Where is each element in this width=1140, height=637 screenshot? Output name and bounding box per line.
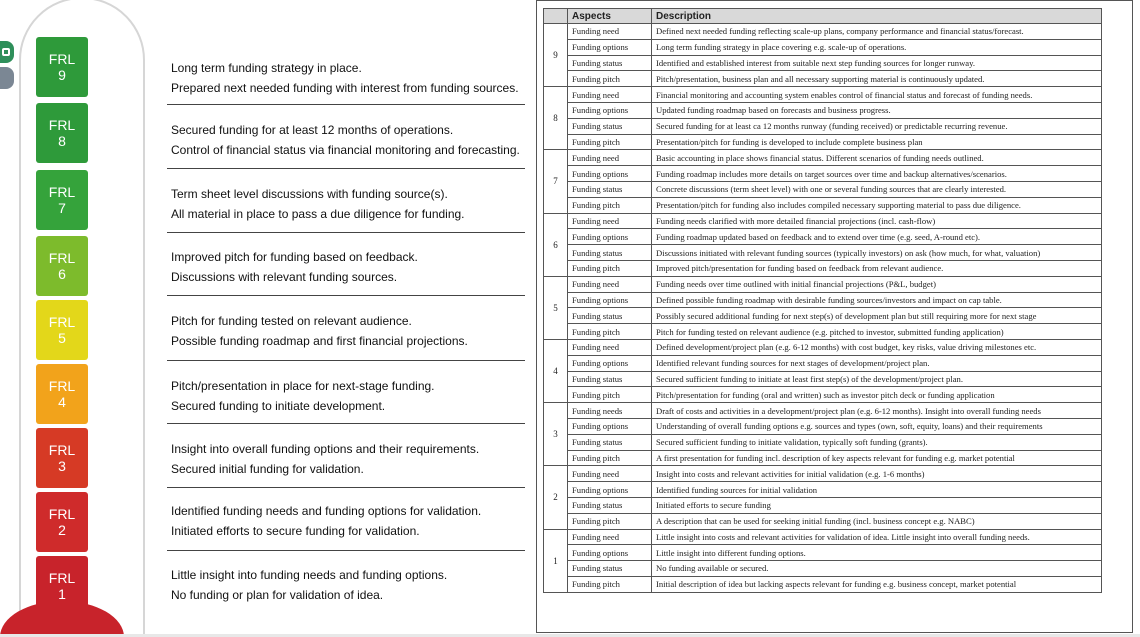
frl-level-tag bbox=[36, 364, 88, 424]
aspect-cell: Funding need bbox=[568, 213, 652, 229]
description-line: No funding or plan for validation of idea. bbox=[171, 587, 384, 602]
aspect-cell: Funding pitch bbox=[568, 513, 652, 529]
description-cell: Long term funding strategy in place covering e.g. scale-up of operations. bbox=[652, 39, 1102, 55]
frl-number: 5 bbox=[58, 330, 66, 346]
description-line: Discussions with relevant funding sources. bbox=[171, 269, 398, 284]
description-cell: Initial description of idea but lacking aspects relevant for funding e.g. business concept, market potential bbox=[652, 576, 1102, 592]
description-line: Insight into overall funding options and their requirements. bbox=[171, 442, 480, 456]
frl-description bbox=[171, 502, 526, 541]
level-cell: 1 bbox=[544, 529, 568, 592]
description-cell: Funding needs over time outlined with initial financial projections (P&L, budget) bbox=[652, 276, 1102, 292]
table-row bbox=[544, 24, 1102, 40]
aspect-cell: Funding options bbox=[568, 418, 652, 434]
level-cell: 7 bbox=[544, 150, 568, 213]
aspect-cell: Funding pitch bbox=[568, 134, 652, 150]
description-separator bbox=[167, 360, 525, 361]
description-cell: Insight into costs and relevant activities for initial validation (e.g. 1-6 months) bbox=[652, 466, 1102, 482]
description-cell: Improved pitch/presentation for funding based on feedback from relevant audience. bbox=[652, 260, 1102, 276]
frl-level-tag bbox=[36, 300, 88, 360]
level-cell: 5 bbox=[544, 276, 568, 339]
description-cell: Defined next needed funding reflecting scale-up plans, company performance and financial status/forecast. bbox=[652, 24, 1102, 40]
description-line: Pitch/presentation in place for next-stage funding. bbox=[171, 379, 435, 393]
description-cell: Funding needs clarified with more detailed financial projections (incl. cash-flow) bbox=[652, 213, 1102, 229]
description-line: Secured funding for at least 12 months of operations. bbox=[171, 123, 454, 137]
description-separator bbox=[167, 232, 525, 233]
aspect-cell: Funding status bbox=[568, 497, 652, 513]
frl-label: FRL bbox=[48, 442, 76, 458]
description-line: Prepared next needed funding with interest from funding sources. bbox=[171, 80, 519, 95]
description-cell: Basic accounting in place shows financial status. Different scenarios of funding needs outlined. bbox=[652, 150, 1102, 166]
table-row bbox=[544, 434, 1102, 450]
frl-label: FRL bbox=[48, 314, 76, 330]
frl-description bbox=[171, 312, 526, 351]
description-cell: Identified funding sources for initial validation bbox=[652, 482, 1102, 498]
header-aspects: Aspects bbox=[568, 9, 652, 24]
table-row bbox=[544, 418, 1102, 434]
table-row bbox=[544, 245, 1102, 261]
frl-label: FRL bbox=[48, 506, 76, 522]
frl-level-tag bbox=[36, 236, 88, 296]
table-row bbox=[544, 403, 1102, 419]
aspect-cell: Funding need bbox=[568, 466, 652, 482]
frl-number: 4 bbox=[58, 394, 66, 410]
description-cell: Defined development/project plan (e.g. 6-12 months) with cost budget, key risks, value driving milestones etc. bbox=[652, 339, 1102, 355]
frl-number: 6 bbox=[58, 266, 66, 282]
aspect-cell: Funding needs bbox=[568, 403, 652, 419]
description-cell: Secured sufficient funding to initiate validation, typically soft funding (grants). bbox=[652, 434, 1102, 450]
table-row bbox=[544, 308, 1102, 324]
aspect-cell: Funding pitch bbox=[568, 387, 652, 403]
side-widget-button[interactable] bbox=[0, 41, 14, 63]
aspect-cell: Funding options bbox=[568, 545, 652, 561]
aspect-cell: Funding options bbox=[568, 102, 652, 118]
table-row bbox=[544, 166, 1102, 182]
frl-description bbox=[171, 248, 526, 287]
header-description: Description bbox=[652, 9, 1102, 24]
frl-number: 1 bbox=[58, 586, 66, 602]
description-separator bbox=[167, 550, 525, 551]
aspect-cell: Funding status bbox=[568, 561, 652, 577]
frl-label: FRL bbox=[48, 51, 76, 67]
description-separator bbox=[167, 295, 525, 296]
table-row bbox=[544, 466, 1102, 482]
frl-number: 3 bbox=[58, 458, 66, 474]
table-row bbox=[544, 87, 1102, 103]
description-line: Little insight into funding needs and funding options. bbox=[171, 568, 448, 582]
aspect-cell: Funding need bbox=[568, 24, 652, 40]
frl-description bbox=[171, 377, 526, 416]
table-row bbox=[544, 39, 1102, 55]
aspect-cell: Funding options bbox=[568, 166, 652, 182]
frl-level-tag bbox=[36, 428, 88, 488]
description-cell: Financial monitoring and accounting system enables control of financial status and forecast of funding needs. bbox=[652, 87, 1102, 103]
description-cell: Presentation/pitch for funding is developed to include complete business plan bbox=[652, 134, 1102, 150]
frl-description bbox=[171, 185, 526, 224]
table-row bbox=[544, 324, 1102, 340]
table-row bbox=[544, 55, 1102, 71]
description-cell: Defined possible funding roadmap with desirable funding sources/investors and impact on cap table. bbox=[652, 292, 1102, 308]
table-row bbox=[544, 387, 1102, 403]
frl-level-tag bbox=[36, 37, 88, 97]
table-row bbox=[544, 561, 1102, 577]
table-row bbox=[544, 102, 1102, 118]
frl-number: 8 bbox=[58, 133, 66, 149]
aspect-cell: Funding pitch bbox=[568, 71, 652, 87]
description-cell: Identified and established interest from suitable next step funding sources for longer runway. bbox=[652, 55, 1102, 71]
aspect-cell: Funding pitch bbox=[568, 197, 652, 213]
description-line: Identified funding needs and funding options for validation. bbox=[171, 504, 482, 518]
aspect-cell: Funding need bbox=[568, 276, 652, 292]
description-cell: Draft of costs and activities in a development/project plan (e.g. 6-12 months). Insight into overall funding needs bbox=[652, 403, 1102, 419]
table-row bbox=[544, 260, 1102, 276]
table-row bbox=[544, 339, 1102, 355]
table-row bbox=[544, 276, 1102, 292]
frl-level-tag bbox=[36, 492, 88, 552]
table-row bbox=[544, 229, 1102, 245]
description-cell: Pitch/presentation, business plan and all necessary supporting material is continuously updated. bbox=[652, 71, 1102, 87]
description-line: Control of financial status via financial monitoring and forecasting. bbox=[171, 142, 520, 157]
table-row bbox=[544, 71, 1102, 87]
description-cell: Funding roadmap updated based on feedback and to extend over time (e.g. seed, A-round etc). bbox=[652, 229, 1102, 245]
frl-label: FRL bbox=[48, 184, 76, 200]
frl-level-tag bbox=[36, 556, 88, 616]
frl-description bbox=[171, 59, 526, 98]
funding-readiness-table bbox=[543, 8, 1102, 593]
description-cell: No funding available or secured. bbox=[652, 561, 1102, 577]
table-row bbox=[544, 513, 1102, 529]
table-row bbox=[544, 197, 1102, 213]
description-separator bbox=[167, 168, 525, 169]
description-cell: Understanding of overall funding options e.g. sources and types (own, soft, equity, loans) and their requirements bbox=[652, 418, 1102, 434]
aspect-cell: Funding need bbox=[568, 529, 652, 545]
aspect-cell: Funding options bbox=[568, 39, 652, 55]
frl-label: FRL bbox=[48, 250, 76, 266]
frl-level-tag bbox=[36, 103, 88, 163]
table-row bbox=[544, 181, 1102, 197]
description-separator bbox=[167, 423, 525, 424]
description-line: All material in place to pass a due diligence for funding. bbox=[171, 206, 465, 221]
description-cell: Presentation/pitch for funding also includes compiled necessary supporting material to pass due diligence. bbox=[652, 197, 1102, 213]
description-separator bbox=[167, 104, 525, 105]
level-cell: 9 bbox=[544, 24, 568, 87]
table-row bbox=[544, 118, 1102, 134]
aspect-cell: Funding options bbox=[568, 229, 652, 245]
level-cell: 4 bbox=[544, 339, 568, 402]
description-cell: Pitch/presentation for funding (oral and written) such as investor pitch deck or funding application bbox=[652, 387, 1102, 403]
table-row bbox=[544, 497, 1102, 513]
table-row bbox=[544, 450, 1102, 466]
description-line: Improved pitch for funding based on feedback. bbox=[171, 250, 418, 264]
aspect-cell: Funding status bbox=[568, 245, 652, 261]
description-cell: Initiated efforts to secure funding bbox=[652, 497, 1102, 513]
frl-number: 7 bbox=[58, 200, 66, 216]
aspect-cell: Funding status bbox=[568, 308, 652, 324]
description-line: Secured funding to initiate development. bbox=[171, 398, 386, 413]
description-cell: Discussions initiated with relevant funding sources (typically investors) on ask (how much, for what, valuation) bbox=[652, 245, 1102, 261]
table-header-row bbox=[544, 9, 1102, 24]
frl-label: FRL bbox=[48, 378, 76, 394]
table-row bbox=[544, 371, 1102, 387]
frl-number: 2 bbox=[58, 522, 66, 538]
description-cell: Secured sufficient funding to initiate at least first step(s) of the development/project plan. bbox=[652, 371, 1102, 387]
description-line: Pitch for funding tested on relevant audience. bbox=[171, 314, 412, 328]
frl-description bbox=[171, 566, 526, 605]
table-row bbox=[544, 150, 1102, 166]
description-cell: Identified relevant funding sources for next stages of development/project plan. bbox=[652, 355, 1102, 371]
aspect-cell: Funding options bbox=[568, 292, 652, 308]
table-row bbox=[544, 134, 1102, 150]
frl-level-tag bbox=[36, 170, 88, 230]
aspect-cell: Funding options bbox=[568, 355, 652, 371]
aspect-cell: Funding need bbox=[568, 150, 652, 166]
side-widget-button-secondary[interactable] bbox=[0, 67, 14, 89]
header-level bbox=[544, 9, 568, 24]
aspect-cell: Funding options bbox=[568, 482, 652, 498]
description-line: Long term funding strategy in place. bbox=[171, 61, 362, 75]
aspect-cell: Funding status bbox=[568, 181, 652, 197]
level-cell: 3 bbox=[544, 403, 568, 466]
description-cell: Little insight into different funding options. bbox=[652, 545, 1102, 561]
description-cell: A description that can be used for seeking initial funding (incl. business concept e.g. NABC) bbox=[652, 513, 1102, 529]
frl-description bbox=[171, 440, 526, 479]
table-row bbox=[544, 529, 1102, 545]
square-icon bbox=[2, 48, 10, 56]
description-cell: Secured funding for at least ca 12 months runway (funding received) or predictable recurring revenue. bbox=[652, 118, 1102, 134]
description-line: Term sheet level discussions with funding source(s). bbox=[171, 187, 448, 201]
aspect-cell: Funding need bbox=[568, 87, 652, 103]
aspect-cell: Funding pitch bbox=[568, 324, 652, 340]
description-cell: Updated funding roadmap based on forecasts and business progress. bbox=[652, 102, 1102, 118]
description-cell: Possibly secured additional funding for next step(s) of development plan but still requiring more for next stage bbox=[652, 308, 1102, 324]
aspect-cell: Funding need bbox=[568, 339, 652, 355]
level-cell: 6 bbox=[544, 213, 568, 276]
table-row bbox=[544, 213, 1102, 229]
table-row bbox=[544, 482, 1102, 498]
description-line: Possible funding roadmap and first financial projections. bbox=[171, 333, 468, 348]
aspect-cell: Funding status bbox=[568, 55, 652, 71]
description-cell: Little insight into costs and relevant activities for validation of idea. Little insight into overall funding needs. bbox=[652, 529, 1102, 545]
description-cell: A first presentation for funding incl. description of key aspects relevant for funding e.g. market potential bbox=[652, 450, 1102, 466]
description-cell: Pitch for funding tested on relevant audience (e.g. pitched to investor, submitted funding application) bbox=[652, 324, 1102, 340]
aspect-cell: Funding status bbox=[568, 118, 652, 134]
aspect-cell: Funding status bbox=[568, 434, 652, 450]
table-row bbox=[544, 292, 1102, 308]
description-cell: Concrete discussions (term sheet level) with one or several funding sources that are clearly interested. bbox=[652, 181, 1102, 197]
description-separator bbox=[167, 487, 525, 488]
aspect-cell: Funding pitch bbox=[568, 260, 652, 276]
table-row bbox=[544, 576, 1102, 592]
level-cell: 2 bbox=[544, 466, 568, 529]
aspect-cell: Funding status bbox=[568, 371, 652, 387]
frl-description bbox=[171, 121, 526, 160]
description-line: Secured initial funding for validation. bbox=[171, 461, 364, 476]
frl-label: FRL bbox=[48, 570, 76, 586]
aspect-cell: Funding pitch bbox=[568, 576, 652, 592]
description-cell: Funding roadmap includes more details on target sources over time and backup alternatives/scenarios. bbox=[652, 166, 1102, 182]
frl-label: FRL bbox=[48, 117, 76, 133]
table-row bbox=[544, 355, 1102, 371]
level-cell: 8 bbox=[544, 87, 568, 150]
description-line: Initiated efforts to secure funding for validation. bbox=[171, 523, 420, 538]
table-row bbox=[544, 545, 1102, 561]
aspect-cell: Funding pitch bbox=[568, 450, 652, 466]
frl-number: 9 bbox=[58, 67, 66, 83]
